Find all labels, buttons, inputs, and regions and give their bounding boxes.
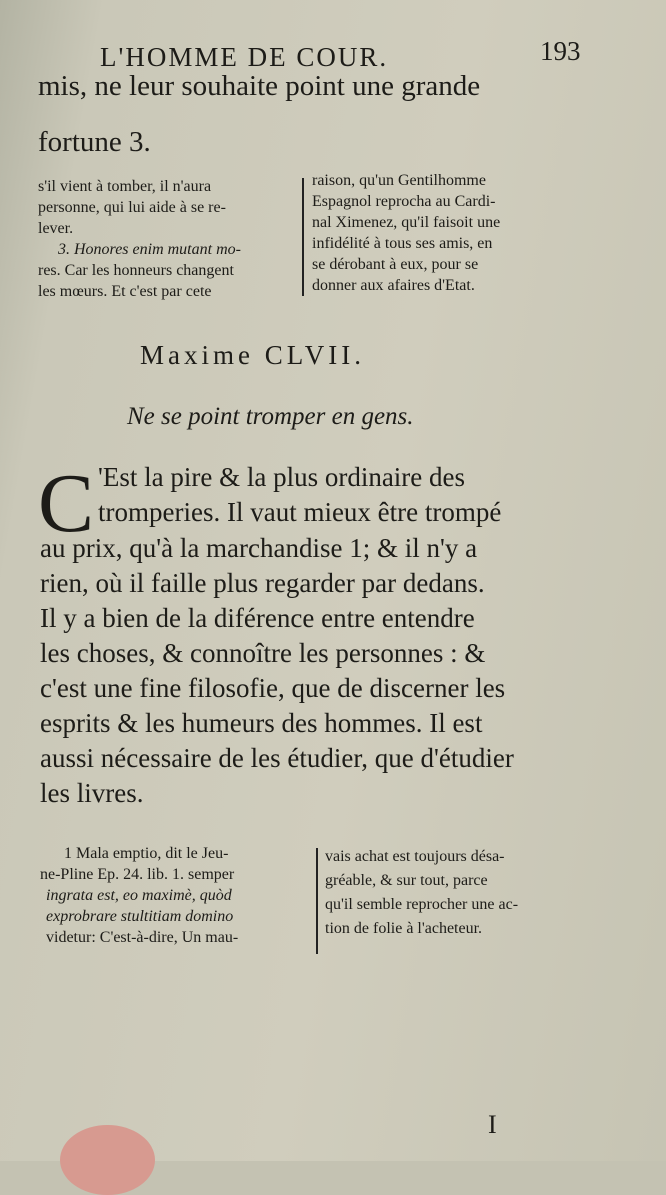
body-line: Il y a bien de la diférence entre entendre xyxy=(40,603,475,633)
footnote-line: ingrata est, eo maximè, quòd xyxy=(46,887,232,904)
footnote-line: infidélité à tous ses amis, en xyxy=(312,235,493,252)
footnote-line: 3. Honores enim mutant mo- xyxy=(58,241,241,258)
body-line: esprits & les humeurs des hommes. Il est xyxy=(40,708,483,738)
text-line: fortune 3. xyxy=(38,126,151,158)
body-line: aussi nécessaire de les étudier, que d'étudier xyxy=(40,743,514,773)
footnote-line: raison, qu'un Gentilhomme xyxy=(312,172,486,189)
body-line: les livres. xyxy=(40,778,144,808)
footnote-line: res. Car les honneurs changent xyxy=(38,262,234,279)
body-line: c'est une fine filosofie, que de discerner les xyxy=(40,673,506,703)
footnote-line: se dérobant à eux, pour se xyxy=(312,256,479,273)
footnote-line: qu'il semble reprocher une ac- xyxy=(325,896,519,913)
footnote-line: tion de folie à l'acheteur. xyxy=(325,920,483,937)
page-number: 193 xyxy=(540,36,581,66)
footnote-line: ne-Pline Ep. 24. lib. 1. semper xyxy=(40,866,235,883)
footnote-line: s'il vient à tomber, il n'aura xyxy=(38,178,212,195)
footnote-line: personne, qui lui aide à se re- xyxy=(38,199,226,216)
footnote-line: videtur: C'est-à-dire, Un mau- xyxy=(46,929,239,946)
finger-tip xyxy=(60,1125,155,1195)
text-line: mis, ne leur souhaite point une grande xyxy=(38,70,481,102)
footnote-line: Espagnol reprocha au Cardi- xyxy=(312,193,496,210)
maxime-title: Maxime CLVII. xyxy=(140,340,365,370)
footnote-line: 1 Mala emptio, dit le Jeu- xyxy=(64,845,229,862)
footnote-line: nal Ximenez, qu'il faisoit une xyxy=(312,214,501,231)
body-line: au prix, qu'à la marchandise 1; & il n'y a xyxy=(40,533,478,563)
footnote-line: lever. xyxy=(38,220,74,237)
signature-mark: I xyxy=(488,1110,497,1139)
footnote-line: les mœurs. Et c'est par cete xyxy=(38,283,212,300)
column-divider xyxy=(316,848,318,954)
column-divider xyxy=(302,178,304,296)
footnote-line: exprobrare stultitiam domino xyxy=(46,908,234,925)
body-line: rien, où il faille plus regarder par dedans. xyxy=(40,568,485,598)
body-line: 'Est la pire & la plus ordinaire des xyxy=(98,462,466,492)
maxime-subtitle: Ne se point tromper en gens. xyxy=(127,403,414,430)
body-line: tromperies. Il vaut mieux être trompé xyxy=(98,497,502,527)
footnote-line: vais achat est toujours désa- xyxy=(325,848,505,865)
drop-cap: C xyxy=(38,457,95,550)
footnote-line: donner aux afaires d'Etat. xyxy=(312,277,475,294)
body-line: les choses, & connoître les personnes : & xyxy=(40,638,486,668)
running-title: L'HOMME DE COUR. xyxy=(100,42,389,72)
footnote-line: gréable, & sur tout, parce xyxy=(325,872,488,889)
